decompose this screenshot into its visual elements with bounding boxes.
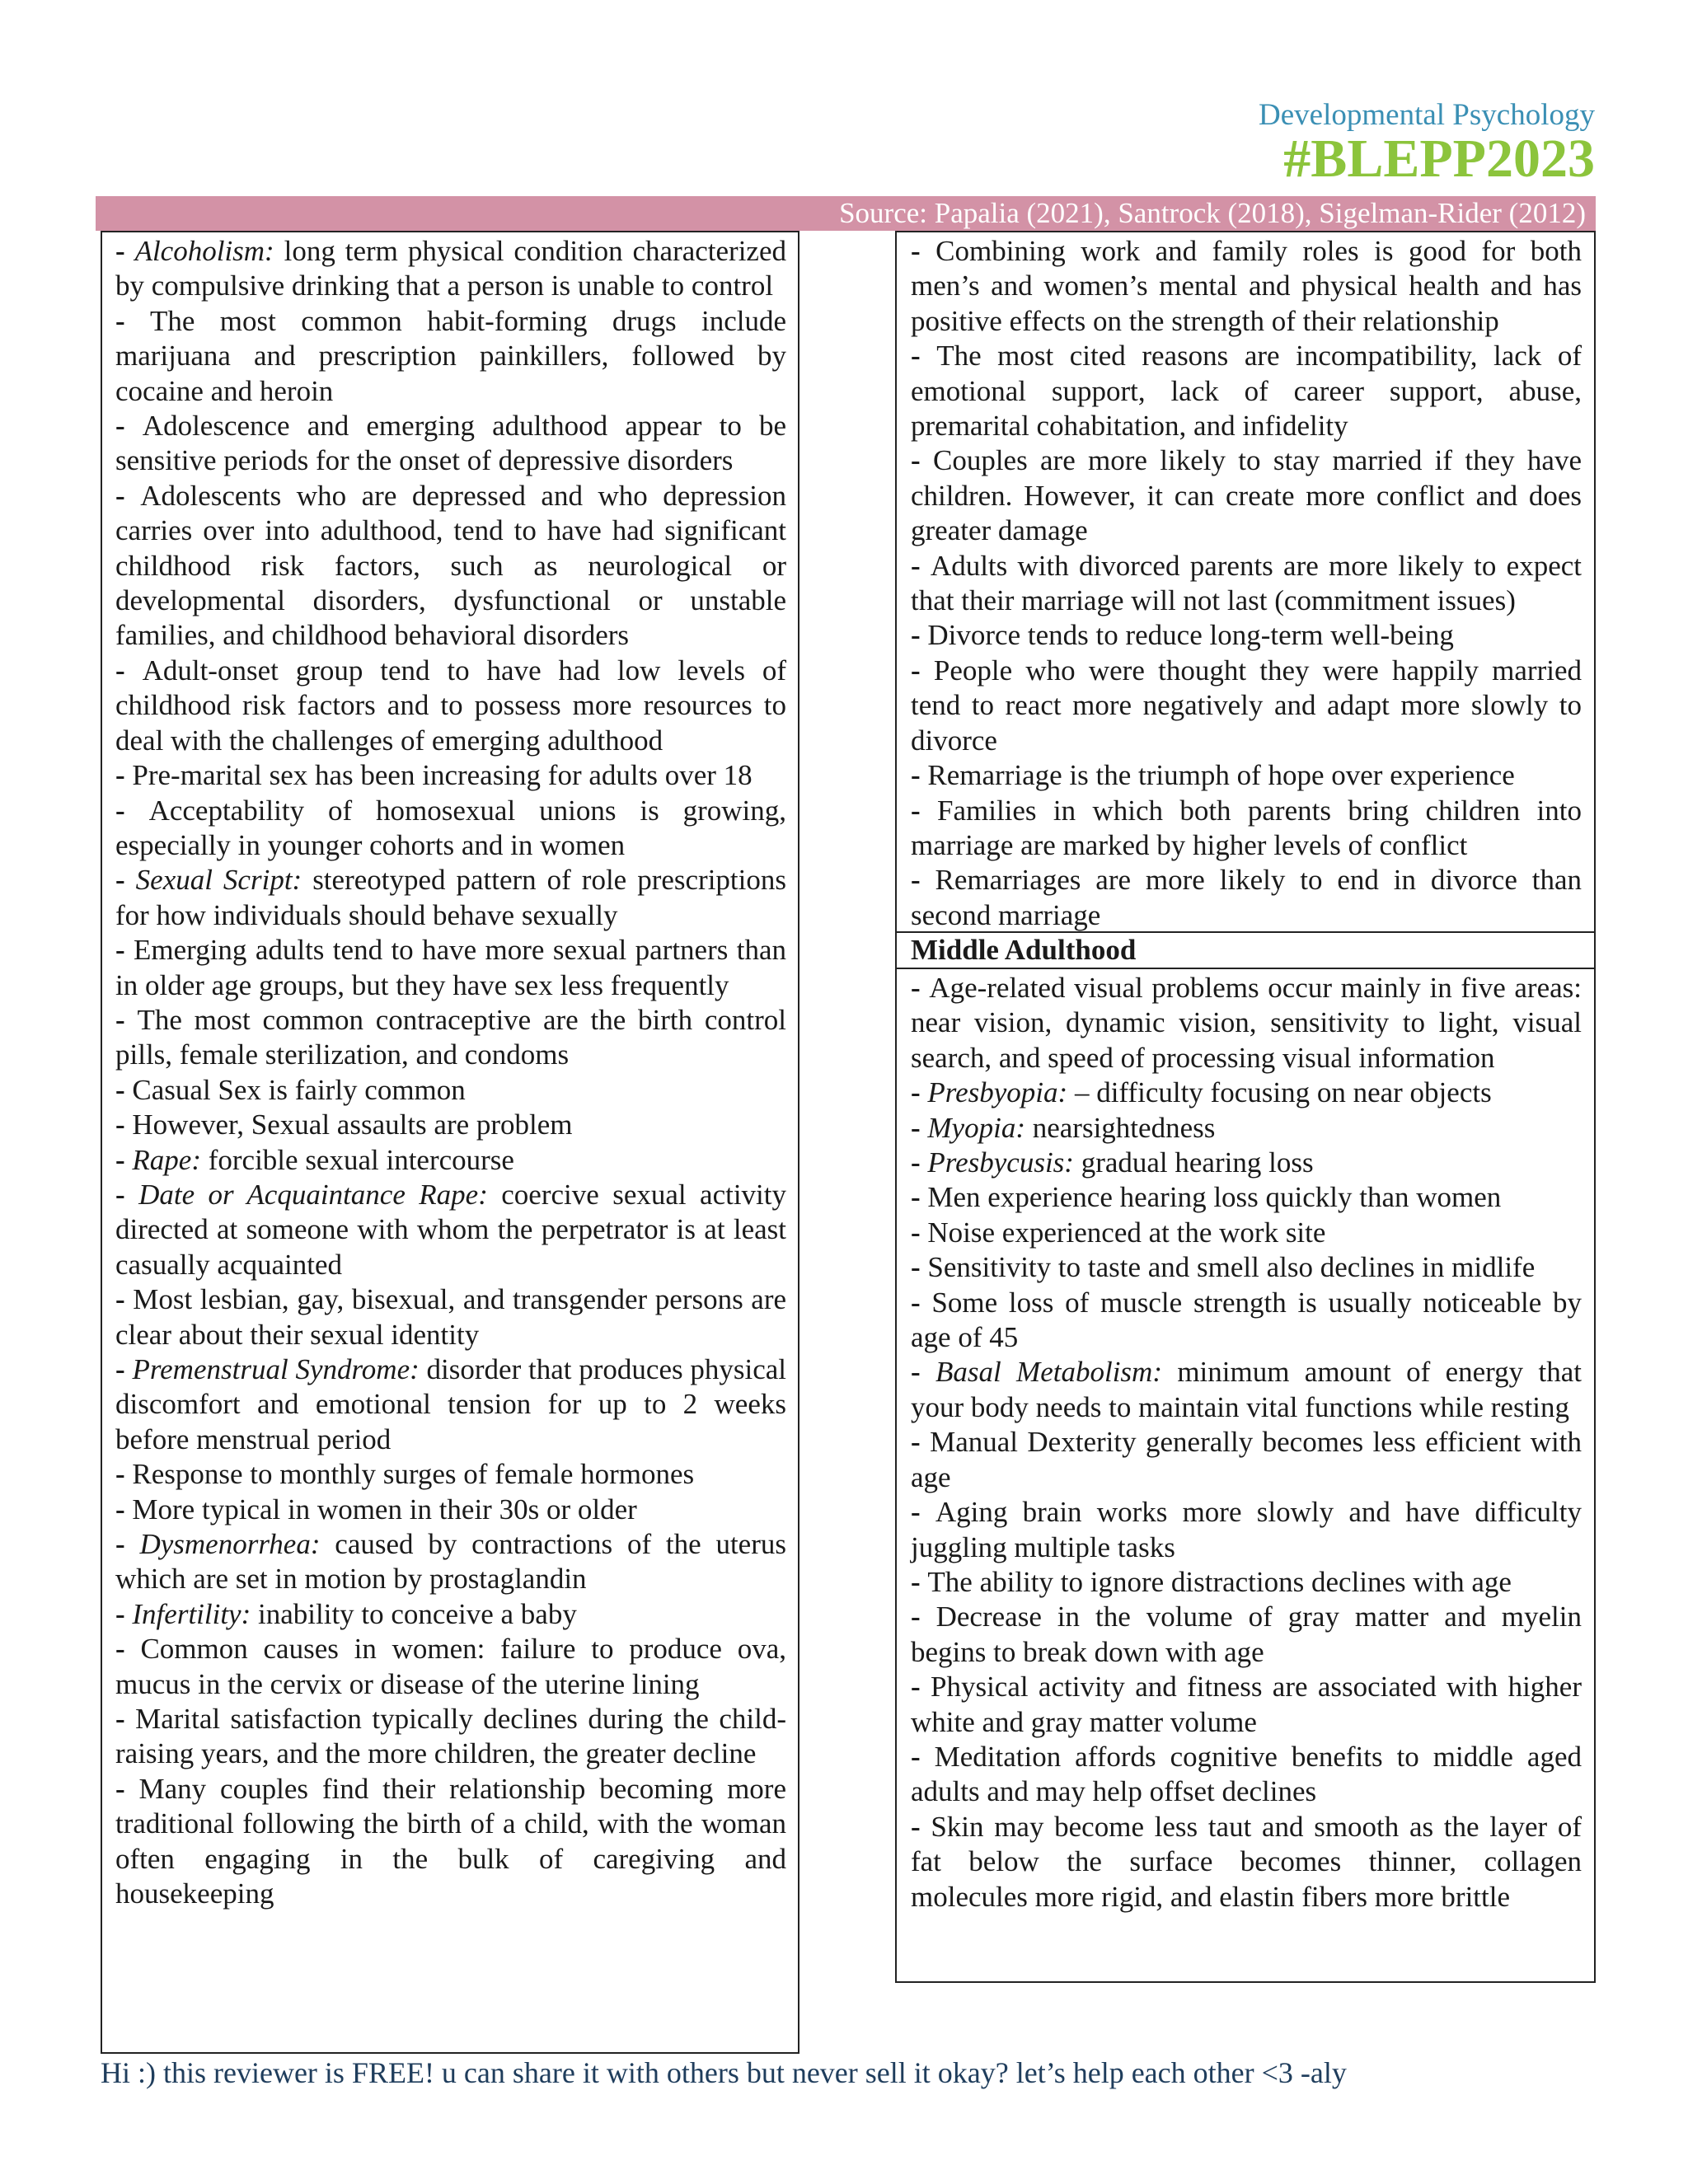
bullet-dash: -: [115, 410, 143, 443]
list-item: [115, 234, 786, 304]
bullet-dash: -: [115, 654, 143, 687]
item-text: long term physical condition characterized by compulsive drinking that a person is unable to control: [115, 235, 786, 302]
item-text: The ability to ignore distractions declines with age: [927, 1565, 1512, 1598]
term-label: Infertility:: [132, 1597, 251, 1630]
item-text: Aging brain works more slowly and have difficulty juggling multiple tasks: [911, 1496, 1582, 1563]
list-item: [115, 1073, 786, 1108]
list-item: [115, 1702, 786, 1772]
list-item: [911, 758, 1582, 793]
item-text: Emerging adults tend to have more sexual partners than in older age groups, but they have sex less frequently: [115, 934, 786, 1001]
list-item: [115, 1003, 786, 1073]
list-item: [911, 1600, 1582, 1670]
item-text: Adolescents who are depressed and who depression carries over into adulthood, tend to have had significant childhood risk factors, such as neurological or developmental disorders, dysfunctional or unstable families, and childhood behavioral disorders: [115, 479, 787, 652]
item-text: Response to monthly surges of female hormones: [132, 1458, 695, 1491]
bullet-dash: -: [911, 972, 930, 1004]
item-text: stereotyped pattern of role prescriptions for how individuals should behave sexually: [115, 864, 786, 931]
item-text: Many couples find their relationship becoming more traditional following the birth of a child, with the woman often engaging in the bulk of caregiving and housekeeping: [115, 1772, 787, 1910]
term-label: Dysmenorrhea:: [139, 1528, 321, 1561]
item-text: More typical in women in their 30s or older: [132, 1493, 637, 1526]
subject-title: Developmental Psychology: [1259, 98, 1595, 132]
bullet-dash: -: [911, 1601, 936, 1633]
bullet-dash: -: [115, 1003, 138, 1036]
term-label: Premenstrual Syndrome:: [132, 1353, 420, 1385]
list-item: [115, 1178, 786, 1282]
hashtag-title: #BLEPP2023: [1283, 129, 1595, 189]
bullet-dash: -: [115, 479, 141, 512]
item-text: gradual hearing loss: [1073, 1146, 1314, 1179]
list-item: [115, 1632, 786, 1702]
list-item: [911, 1216, 1582, 1250]
right-top-column: [895, 231, 1596, 933]
item-text: Decrease in the volume of gray matter and myelin begins to break down with age: [911, 1601, 1582, 1668]
list-item: [115, 479, 786, 654]
item-text: Couples are more likely to stay married if they have children. However, it can create more conflict and does greater damage: [911, 444, 1582, 547]
list-item: [115, 933, 786, 1003]
list-item: [911, 654, 1582, 758]
item-text: Combining work and family roles is good for both men’s and women’s mental and physical health and has positive effects on the strength of their relationship: [911, 235, 1582, 337]
item-text: Meditation affords cognitive benefits to middle aged adults and may help offset declines: [911, 1740, 1582, 1808]
bullet-dash: -: [115, 794, 149, 827]
list-item: [115, 409, 786, 479]
list-item: [115, 758, 786, 793]
item-text: Most lesbian, gay, bisexual, and transgender persons are clear about their sexual identity: [115, 1283, 787, 1351]
item-text: forcible sexual intercourse: [200, 1143, 514, 1176]
list-item: [115, 304, 786, 409]
item-text: Skin may become less taut and smooth as the layer of fat below the surface becomes thinner, collagen molecules more rigid, and elastin fibers more brittle: [911, 1810, 1582, 1913]
list-item: [911, 1250, 1582, 1285]
bullet-dash: -: [115, 1597, 133, 1630]
bullet-dash: -: [911, 794, 937, 827]
bullet-dash: -: [911, 1076, 928, 1109]
left-column: [101, 231, 799, 2054]
list-item: [115, 1527, 786, 1597]
term-label: Myopia:: [927, 1111, 1025, 1144]
bullet-dash: -: [911, 1146, 928, 1179]
term-label: Presbycusis:: [927, 1146, 1074, 1179]
item-text: The most common habit-forming drugs include marijuana and prescription painkillers, followed by cocaine and heroin: [115, 304, 787, 407]
list-item: [911, 443, 1582, 548]
list-item: [115, 654, 786, 758]
list-item: [115, 1108, 786, 1142]
bullet-dash: -: [115, 1633, 141, 1666]
list-item: [911, 1286, 1582, 1356]
list-item: [911, 1076, 1582, 1110]
item-text: Physical activity and fitness are associated with higher white and gray matter volume: [911, 1671, 1582, 1738]
item-text: Families in which both parents bring children into marriage are marked by higher levels of conflict: [911, 794, 1582, 861]
list-item: [911, 1425, 1582, 1495]
item-text: Adults with divorced parents are more likely to expect that their marriage will not last (commitment issues): [911, 549, 1582, 617]
list-item: [911, 1111, 1582, 1146]
list-item: [911, 794, 1582, 864]
bullet-dash: -: [911, 340, 937, 373]
list-item: [115, 1772, 786, 1912]
item-text: Pre-marital sex has been increasing for adults over 18: [132, 759, 753, 792]
list-item: [911, 971, 1582, 1076]
list-item: [115, 1143, 786, 1178]
bullet-dash: -: [911, 444, 933, 477]
list-item: [911, 339, 1582, 443]
list-item: [911, 1740, 1582, 1810]
item-text: However, Sexual assaults are problem: [132, 1108, 573, 1141]
bullet-dash: -: [911, 1426, 931, 1459]
bullet-dash: -: [911, 1216, 928, 1249]
item-text: Adolescence and emerging adulthood appear to be sensitive periods for the onset of depressive disorders: [115, 410, 786, 477]
list-item: [911, 1810, 1582, 1915]
item-text: Some loss of muscle strength is usually noticeable by age of 45: [911, 1286, 1582, 1354]
list-item: [911, 1355, 1582, 1425]
list-item: [911, 618, 1582, 653]
list-item: [911, 1670, 1582, 1740]
bullet-dash: -: [911, 1251, 928, 1284]
bullet-dash: -: [911, 1111, 928, 1144]
list-item: [115, 1493, 786, 1527]
item-text: Adult-onset group tend to have had low levels of childhood risk factors and to possess more resources to deal with the challenges of emerging adulthood: [115, 654, 787, 757]
item-text: Acceptability of homosexual unions is growing, especially in younger cohorts and in women: [115, 794, 786, 861]
item-text: Sensitivity to taste and smell also declines in midlife: [927, 1251, 1536, 1284]
item-text: People who were thought they were happily married tend to react more negatively and adapt more slowly to divorce: [911, 654, 1582, 757]
bullet-dash: -: [911, 1671, 931, 1704]
list-item: [911, 1146, 1582, 1180]
item-text: Manual Dexterity generally becomes less efficient with age: [911, 1426, 1582, 1493]
item-text: Age-related visual problems occur mainly in five areas: near vision, dynamic vision, sensitivity to light, visual search, and speed of processing visual information: [911, 972, 1582, 1074]
item-text: inability to conceive a baby: [251, 1597, 577, 1630]
list-item: [911, 1180, 1582, 1215]
bullet-dash: -: [115, 1528, 140, 1561]
list-item: [911, 1565, 1582, 1600]
bullet-dash: -: [115, 1178, 139, 1211]
item-text: Casual Sex is fairly common: [132, 1073, 466, 1106]
list-item: [115, 863, 786, 933]
bullet-dash: -: [911, 1810, 931, 1843]
item-text: The most common contraceptive are the birth control pills, female sterilization, and condoms: [115, 1003, 787, 1071]
item-text: disorder that produces physical discomfort and emotional tension for up to 2 weeks before menstrual period: [115, 1353, 787, 1455]
item-text: Remarriage is the triumph of hope over experience: [927, 759, 1515, 792]
bullet-dash: -: [115, 1143, 133, 1176]
footer-note: Hi :) this reviewer is FREE! u can share it with others but never sell it okay? let’s help each other <3 -aly: [101, 2056, 1347, 2089]
list-item: [115, 1457, 786, 1492]
item-text: Common causes in women: failure to produce ova, mucus in the cervix or disease of the uterine lining: [115, 1633, 787, 1700]
bullet-dash: -: [115, 1073, 133, 1106]
bullet-dash: -: [911, 619, 928, 652]
bullet-dash: -: [115, 304, 151, 337]
bullet-dash: -: [115, 235, 135, 267]
list-item: [911, 863, 1582, 933]
item-text: minimum amount of energy that your body needs to maintain vital functions while resting: [911, 1356, 1582, 1423]
bullet-dash: -: [115, 1283, 134, 1316]
list-item: [115, 1352, 786, 1457]
term-label: Basal Metabolism:: [935, 1356, 1162, 1389]
bullet-dash: -: [115, 1458, 133, 1491]
bullet-dash: -: [911, 759, 928, 792]
bullet-dash: -: [115, 1353, 133, 1385]
list-item: [911, 234, 1582, 339]
list-item: [115, 1282, 786, 1352]
bullet-dash: -: [115, 1493, 133, 1526]
term-label: Sexual Script:: [135, 864, 302, 897]
bullet-dash: -: [115, 759, 133, 792]
term-label: Alcoholism:: [134, 235, 274, 267]
item-text: The most cited reasons are incompatibility, lack of emotional support, lack of career support, abuse, premarital cohabitation, and infidelity: [911, 340, 1582, 443]
list-item: [911, 1495, 1582, 1565]
bullet-dash: -: [115, 1703, 136, 1736]
bullet-dash: -: [911, 1286, 932, 1319]
section-heading-middle-adulthood: Middle Adulthood: [895, 931, 1596, 969]
bullet-dash: -: [911, 1181, 928, 1214]
term-label: Presbyopia:: [927, 1076, 1068, 1109]
list-item: [911, 549, 1582, 619]
bullet-dash: -: [911, 549, 931, 582]
bullet-dash: -: [911, 1740, 935, 1773]
bullet-dash: -: [115, 934, 134, 967]
bullet-dash: -: [115, 864, 136, 897]
item-text: Marital satisfaction typically declines during the child-raising years, and the more children, the greater decline: [115, 1703, 786, 1770]
item-text: Remarriages are more likely to end in divorce than second marriage: [911, 864, 1582, 931]
bullet-dash: -: [911, 864, 935, 897]
item-text: Noise experienced at the work site: [927, 1216, 1326, 1249]
bullet-dash: -: [115, 1772, 139, 1805]
item-text: Men experience hearing loss quickly than women: [927, 1181, 1502, 1214]
term-label: Date or Acquaintance Rape:: [138, 1178, 488, 1211]
bullet-dash: -: [911, 1565, 928, 1598]
item-text: coercive sexual activity directed at someone with whom the perpetrator is at least casually acquainted: [115, 1178, 787, 1281]
bullet-dash: -: [911, 1496, 935, 1529]
list-item: [115, 1597, 786, 1632]
bullet-dash: -: [911, 235, 936, 267]
bullet-dash: -: [911, 1356, 935, 1389]
source-banner: Source: Papalia (2021), Santrock (2018), Sigelman-Rider (2012): [96, 196, 1596, 231]
list-item: [115, 794, 786, 864]
item-text: caused by contractions of the uterus which are set in motion by prostaglandin: [115, 1528, 786, 1596]
bullet-dash: -: [911, 654, 934, 687]
item-text: Divorce tends to reduce long-term well-being: [927, 619, 1454, 652]
right-bottom-column: [895, 968, 1596, 1983]
item-text: nearsightedness: [1025, 1111, 1216, 1144]
bullet-dash: -: [115, 1108, 133, 1141]
term-label: Rape:: [132, 1143, 201, 1176]
item-text: – difficulty focusing on near objects: [1067, 1076, 1492, 1109]
